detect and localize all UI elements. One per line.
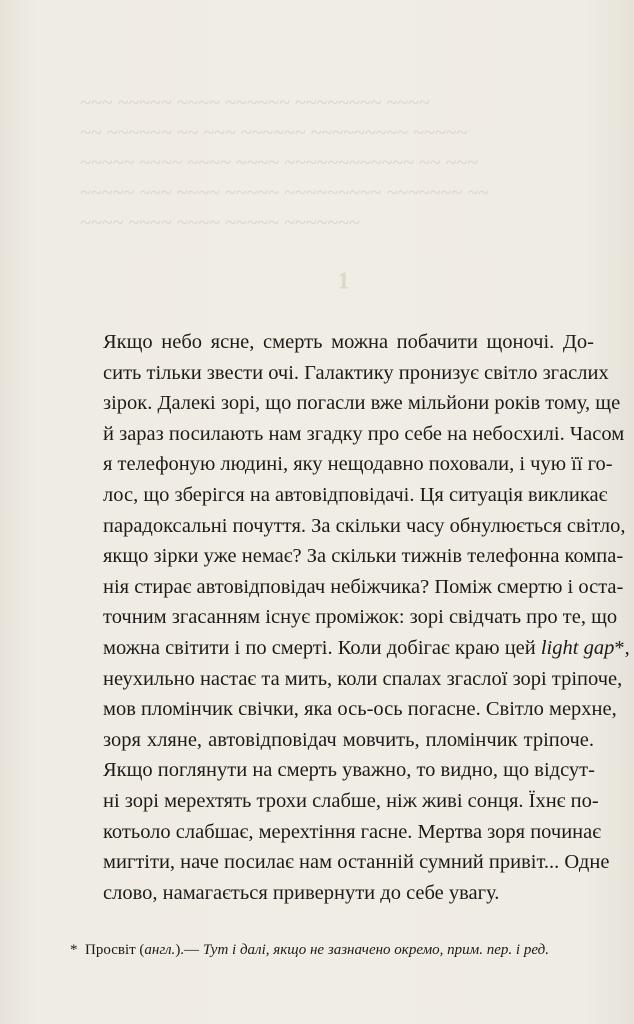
show-through-chapter-mark: ¹ <box>338 263 350 308</box>
text-line: мигтіти, наче посилає нам останній сумний привіт... Одне <box>103 851 610 874</box>
text-line: я телефоную людині, яку нещодавно поховали, і чую її го- <box>103 453 613 476</box>
text-line: якщо зірки уже немає? За скільки тижнів телефонна компа- <box>103 545 624 568</box>
text-line: лос, що зберігся на автовідповідачі. Ця ситуація викликає <box>103 483 608 506</box>
text-line: нія стирає автовідповідач небіжчика? Поміж смертю і оста- <box>103 575 624 598</box>
show-through-text: ~~ ~~~~~~ ~~ ~~~ ~~~~~~ ~~~~~~~~~ ~~~~~ <box>80 122 468 144</box>
footnote-lang: англ. <box>144 942 176 958</box>
text-fragment: *, <box>614 636 630 659</box>
text-line: мов пломінчик свічки, яка ось-ось погасне. Світло мерхне, <box>103 698 617 721</box>
italic-term: light gap <box>540 636 615 659</box>
text-line: Якщо небо ясне, смерть можна побачити щоночі. До- <box>103 331 594 353</box>
text-line: Якщо поглянути на смерть уважно, то видно, що відсут- <box>103 759 595 782</box>
text-line <box>103 633 630 664</box>
show-through-text: ~~~~~ ~~~ ~~~~ ~~~~~ ~~~~~~~~~ ~~~~~~~ ~~ <box>80 182 489 204</box>
text-line: парадоксальні почуття. За скільки часу обнулюється світло, <box>103 514 626 537</box>
text-line: котьоло слабшає, мерехтіння гасне. Мертва зоря починає <box>103 820 602 843</box>
main-paragraph <box>103 327 630 908</box>
footnote-marker: * <box>70 942 78 958</box>
footnote-note: Тут і далі, якщо не зазначено окремо, прим. пер. і ред. <box>202 942 549 958</box>
text-line: ні зорі мерехтять трохи слабше, ніж живі сонця. Їхнє по- <box>103 789 599 812</box>
show-through-text: ~~~~~ ~~~~ ~~~~ ~~~~ ~~~~~~~~~~~~ ~~ ~~~ <box>80 152 478 174</box>
footnote: * Просвіт (англ.).— Тут і далі, якщо не зазначено окремо, прим. пер. і ред. <box>70 942 549 958</box>
text-line: й зараз посилають нам згадку про себе на небосхилі. Часом <box>103 422 625 445</box>
text-line: слово, намагається привернути до себе увагу. <box>103 881 500 904</box>
text-fragment: можна світити і по смерті. Коли добігає краю цей <box>103 636 541 659</box>
show-through-text: ~~~~ ~~~~ ~~~~ ~~~~~ ~~~~~~~ <box>80 212 360 234</box>
show-through-text: ~~~ ~~~~~ ~~~~ ~~~~~~ ~~~~~~~~ ~~~~ <box>80 92 430 114</box>
footnote-term: Просвіт <box>85 942 136 958</box>
text-line: зірок. Далекі зорі, що погасли вже мільйони років тому, ще <box>103 392 621 415</box>
text-line: неухильно настає та мить, коли спалах згаслої зорі тріпоче, <box>103 667 623 690</box>
text-line: сить тільки звести очі. Галактику пронизує світло згаслих <box>103 361 609 384</box>
text-line: зоря хляне, автовідповідач мовчить, пломінчик тріпоче. <box>103 728 594 751</box>
text-line: точним згасанням існує проміжок: зорі свідчать про те, що <box>103 606 618 629</box>
